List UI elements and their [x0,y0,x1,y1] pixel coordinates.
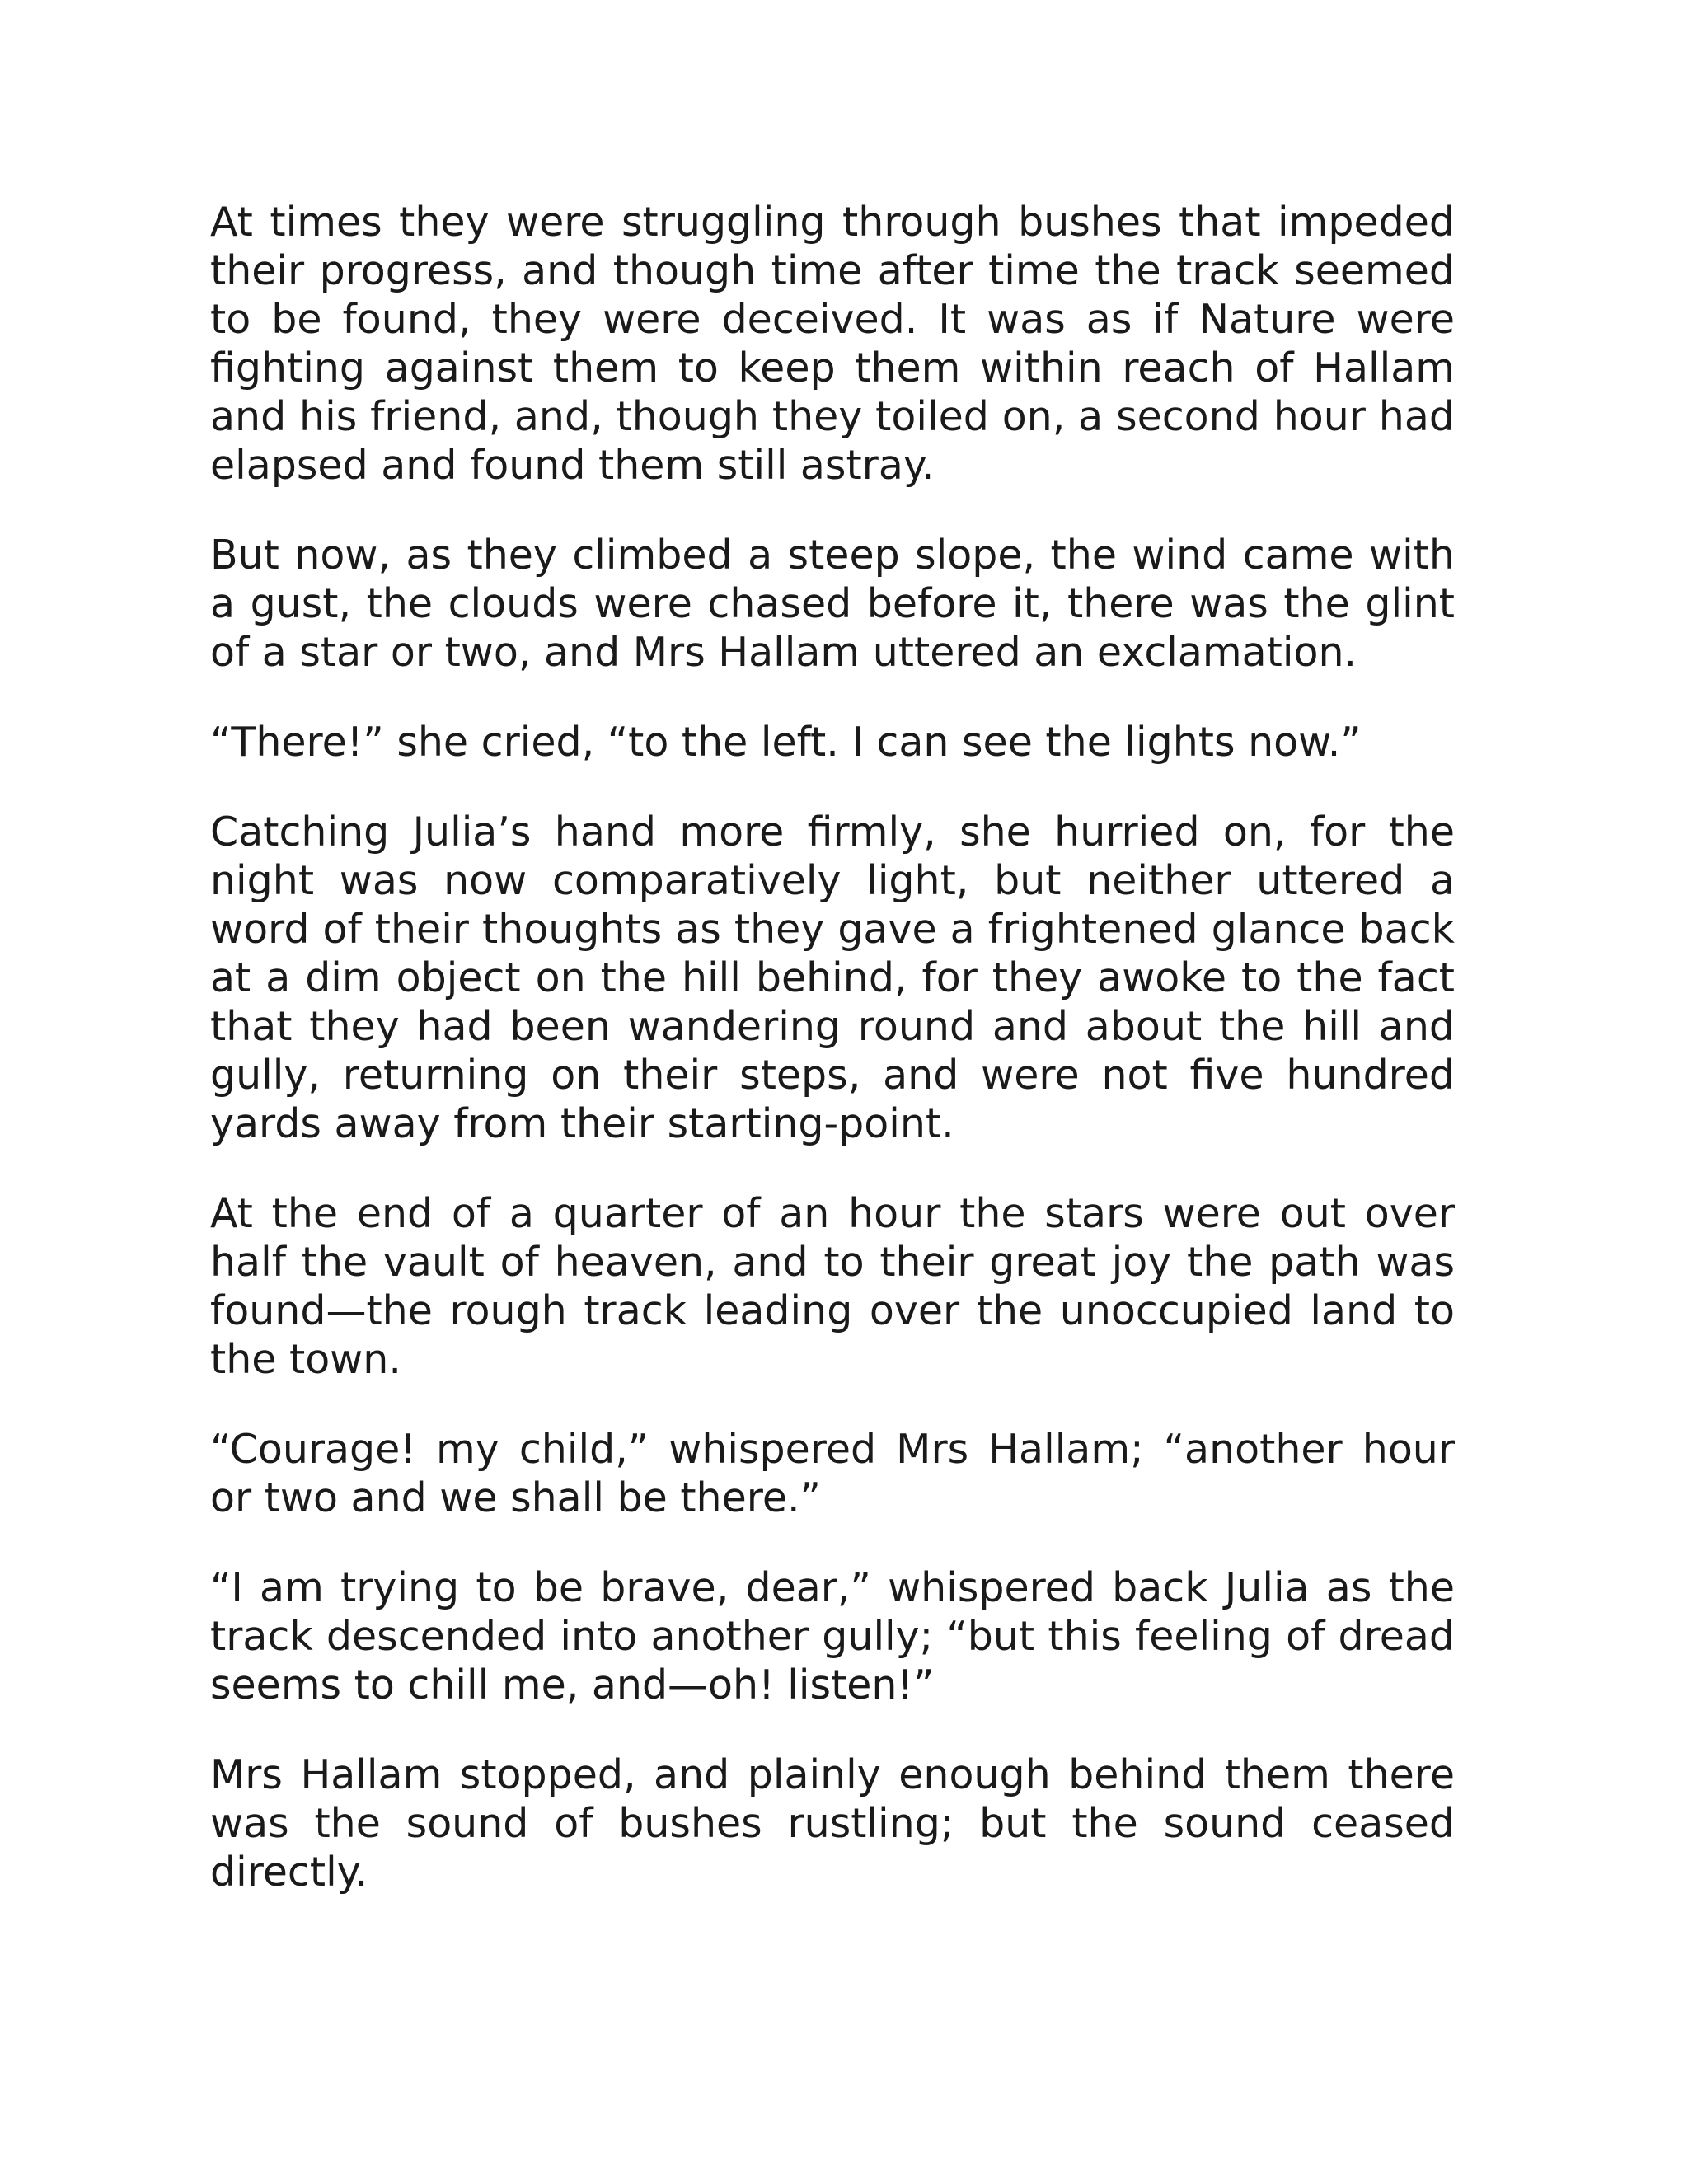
paragraph-8: Mrs Hallam stopped, and plainly enough behind them there was the sound of bushes rustling; but the sound ceased directly. [210,1751,1455,1896]
body-text [210,198,1455,1938]
paragraph-7: “I am trying to be brave, dear,” whispered back Julia as the track descended into another gully; “but this feeling of dread seems to chill me, and—oh! listen!” [210,1564,1455,1708]
paragraph-4: Catching Julia’s hand more firmly, she hurried on, for the night was now comparatively light, but neither uttered a word of their thoughts as they gave a frightened glance back at a dim object on the hill behind, for they awoke to the fact that they had been wandering round and about the hill and gully, returning on their steps, and were not five hundred yards away from their starting-point. [210,808,1455,1147]
paragraph-6: “Courage! my child,” whispered Mrs Hallam; “another hour or two and we shall be there.” [210,1426,1455,1521]
paragraph-5: At the end of a quarter of an hour the stars were out over half the vault of heaven, and to their great joy the path was found—the rough track leading over the unoccupied land to the town. [210,1190,1455,1383]
paragraph-2: But now, as they climbed a steep slope, the wind came with a gust, the clouds were chased before it, there was the glint of a star or two, and Mrs Hallam uttered an exclamation. [210,532,1455,676]
paragraph-3: “There!” she cried, “to the left. I can see the lights now.” [210,719,1362,766]
paragraph-1: At times they were struggling through bushes that impeded their progress, and though time after time the track seemed to be found, they were deceived. It was as if Nature were fighting against them to keep them within reach of Hallam and his friend, and, though they toiled on, a second hour had elapsed and found them still astray. [210,199,1455,489]
